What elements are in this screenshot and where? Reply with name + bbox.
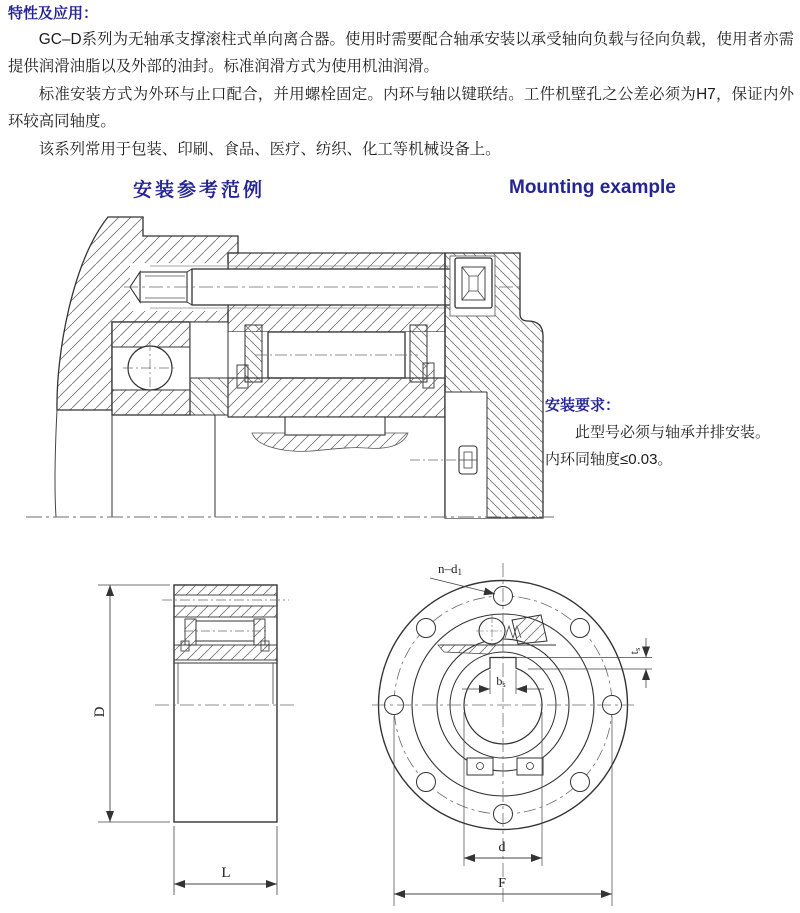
features-heading: 特性及应用：: [8, 5, 99, 22]
retaining-screw: [410, 446, 477, 474]
spacer-sleeve: [190, 322, 228, 415]
dimension-bolt-holes-label: n–d1: [438, 561, 462, 577]
dimension-views-drawing: [60, 550, 700, 913]
support-bearing: [112, 322, 190, 415]
dimension-D: [92, 585, 170, 822]
features-paragraph-2: 标准安装方式为外环与止口配合，并用螺栓固定。内环与轴以键联结。工件机壁孔之公差必须为H7，保证内外环较高同轴度。: [8, 85, 794, 131]
features-paragraph-1: GC–D系列为无轴承支撑滚柱式单向离合器。使用时需要配合轴承安装以承受轴向负载与径向负载，使用者亦需提供润滑油脂以及外部的油封。标准润滑方式为使用机油润滑。: [8, 31, 794, 76]
side-section-view: [155, 585, 296, 822]
dimension-L-label: L: [221, 865, 231, 881]
features-paragraph-3: 该系列常用于包装、印刷、食品、医疗、纺织、化工等机械设备上。: [38, 140, 501, 158]
requirements-line-1: 此型号必须与轴承并排安装。: [575, 424, 771, 441]
shaft-keyway-section: [252, 433, 408, 451]
dimension-keyway-width-label: bs: [496, 674, 506, 689]
features-section: [8, 2, 794, 163]
mounting-section-drawing: [18, 205, 560, 550]
dimension-L: [174, 826, 277, 895]
dimension-F-label: F: [498, 876, 506, 891]
mounting-example-title-en: Mounting example: [509, 177, 676, 198]
shaft-key: [285, 417, 385, 435]
shaft-edges: [112, 410, 228, 517]
requirements-line-2: 内环同轴度≤0.03。: [545, 451, 673, 468]
dimension-D-label: D: [92, 706, 108, 718]
cam-wedge: [512, 615, 547, 644]
dimension-keyway-depth-label: ts: [627, 647, 642, 655]
clutch-inner-ring: [228, 378, 445, 417]
dimension-d-label: d: [498, 840, 506, 855]
mounting-example-title-zh: 安装参考范例: [133, 180, 266, 201]
shaft-break-line: [55, 410, 57, 517]
bolt-socket-head: [455, 258, 492, 308]
requirements-heading: 安装要求：: [545, 397, 621, 414]
mounting-requirements: [545, 392, 793, 473]
